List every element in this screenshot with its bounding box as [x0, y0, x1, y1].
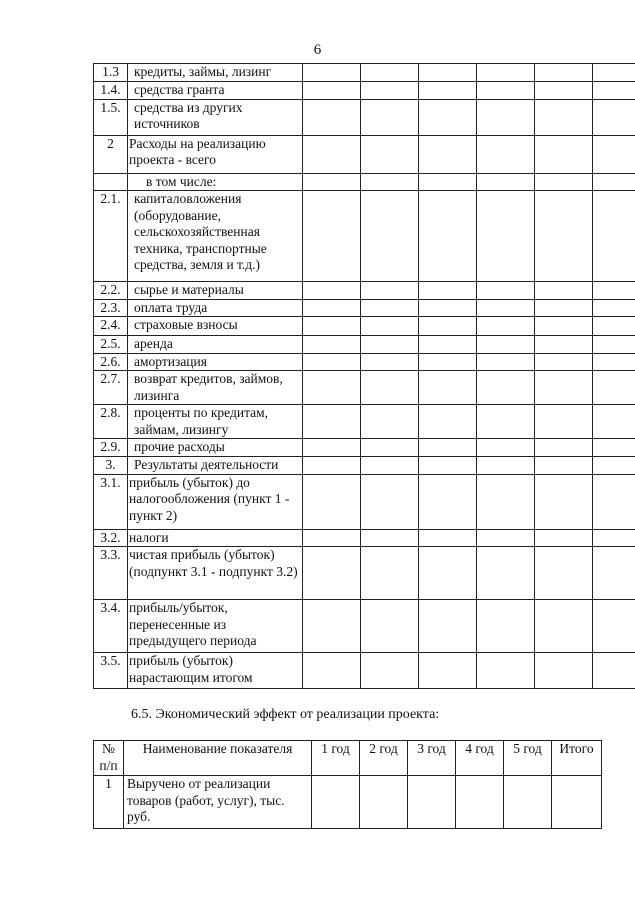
- row-number: 1: [94, 776, 124, 829]
- table-row: [94, 299, 635, 317]
- value-cell: [535, 336, 593, 354]
- value-cell: [303, 336, 361, 354]
- value-cell: [593, 99, 635, 135]
- value-cell: [361, 439, 419, 457]
- value-cell: [535, 353, 593, 371]
- table-row: [94, 474, 635, 529]
- table-row: [94, 653, 635, 689]
- value-cell: [303, 371, 361, 405]
- value-cell: [419, 99, 477, 135]
- row-number: 1.4.: [94, 82, 128, 100]
- value-cell: [593, 456, 635, 474]
- value-cell: [361, 600, 419, 653]
- finance-table: [93, 63, 635, 689]
- value-cell: [361, 282, 419, 300]
- table-row: [94, 99, 635, 135]
- value-cell: [593, 653, 635, 689]
- value-cell: [593, 547, 635, 600]
- value-cell: [361, 353, 419, 371]
- value-cell: [361, 547, 419, 600]
- value-cell: [303, 456, 361, 474]
- value-cell: [361, 82, 419, 100]
- value-cell: [477, 547, 535, 600]
- value-cell: [535, 173, 593, 191]
- value-cell: [477, 191, 535, 282]
- row-number: 1.3: [94, 64, 128, 82]
- row-number: 2.2.: [94, 282, 128, 300]
- row-label: оплата труда: [128, 299, 303, 317]
- value-cell: [477, 474, 535, 529]
- row-label: прочие расходы: [128, 439, 303, 457]
- row-label: капиталовложения (оборудование, сельскохозяйственная техника, транспортные средства, земля и т.д.): [128, 191, 303, 282]
- value-cell: [535, 600, 593, 653]
- value-cell: [477, 456, 535, 474]
- value-cell: [361, 336, 419, 354]
- value-cell: [419, 456, 477, 474]
- table-row: [94, 282, 635, 300]
- row-label: прибыль (убыток) нарастающим итогом: [128, 653, 303, 689]
- value-cell: [593, 82, 635, 100]
- row-number: 2.7.: [94, 371, 128, 405]
- page-number: 6: [313, 42, 322, 58]
- table-row: [94, 600, 635, 653]
- row-number: 3.5.: [94, 653, 128, 689]
- value-cell: [593, 191, 635, 282]
- value-cell: [593, 173, 635, 191]
- value-cell: [303, 299, 361, 317]
- value-cell: [419, 173, 477, 191]
- row-label: сырье и материалы: [128, 282, 303, 300]
- value-cell: [361, 474, 419, 529]
- value-cell: [361, 99, 419, 135]
- row-label: прибыль/убыток, перенесенные из предыдущего периода: [128, 600, 303, 653]
- table-row: [94, 64, 635, 82]
- value-cell: [593, 371, 635, 405]
- value-cell: [303, 173, 361, 191]
- row-number: 3.3.: [94, 547, 128, 600]
- value-cell: [535, 282, 593, 300]
- value-cell: [303, 191, 361, 282]
- row-label: амортизация: [128, 353, 303, 371]
- table-row: [94, 456, 635, 474]
- value-cell: [477, 317, 535, 336]
- value-cell: [535, 99, 593, 135]
- row-number: 2: [94, 135, 128, 173]
- row-label: Расходы на реализацию проекта - всего: [128, 135, 303, 173]
- value-cell: [477, 299, 535, 317]
- table-row: [94, 371, 635, 405]
- table-row: [94, 82, 635, 100]
- value-cell: [593, 405, 635, 439]
- value-cell: [535, 64, 593, 82]
- table-row: [94, 135, 635, 173]
- row-label: прибыль (убыток) до налогообложения (пункт 1 - пункт 2): [128, 474, 303, 529]
- value-cell: [477, 353, 535, 371]
- value-cell: [477, 64, 535, 82]
- row-label: в том числе:: [128, 173, 303, 191]
- value-cell: [535, 371, 593, 405]
- value-cell: [419, 135, 477, 173]
- value-cell: [593, 299, 635, 317]
- value-cell: [477, 600, 535, 653]
- value-cell: [303, 82, 361, 100]
- value-cell: [593, 353, 635, 371]
- row-number: 2.4.: [94, 317, 128, 336]
- table-row: [94, 336, 635, 354]
- value-cell: [419, 191, 477, 282]
- row-label: Выручено от реализации товаров (работ, услуг), тыс. руб.: [124, 776, 312, 829]
- row-number: [94, 173, 128, 191]
- value-cell: [419, 653, 477, 689]
- value-cell: [477, 336, 535, 354]
- row-label: проценты по кредитам, займам, лизингу: [128, 405, 303, 439]
- table-row: [94, 547, 635, 600]
- value-cell: [552, 776, 602, 829]
- table-row: [94, 405, 635, 439]
- row-label: страховые взносы: [128, 317, 303, 336]
- row-number: 3.: [94, 456, 128, 474]
- economic-effect-table: [93, 740, 602, 829]
- value-cell: [419, 353, 477, 371]
- column-header: 4 год: [456, 741, 504, 776]
- row-number: 3.4.: [94, 600, 128, 653]
- value-cell: [535, 405, 593, 439]
- value-cell: [312, 776, 360, 829]
- value-cell: [361, 405, 419, 439]
- value-cell: [303, 405, 361, 439]
- row-number: 2.3.: [94, 299, 128, 317]
- value-cell: [535, 135, 593, 173]
- value-cell: [477, 173, 535, 191]
- value-cell: [419, 82, 477, 100]
- value-cell: [361, 529, 419, 547]
- row-label: возврат кредитов, займов, лизинга: [128, 371, 303, 405]
- value-cell: [593, 529, 635, 547]
- table-row: [94, 439, 635, 457]
- value-cell: [535, 529, 593, 547]
- value-cell: [477, 135, 535, 173]
- value-cell: [535, 653, 593, 689]
- value-cell: [593, 282, 635, 300]
- value-cell: [303, 529, 361, 547]
- value-cell: [303, 439, 361, 457]
- table-row: [94, 173, 635, 191]
- row-label: средства гранта: [128, 82, 303, 100]
- value-cell: [361, 191, 419, 282]
- value-cell: [593, 439, 635, 457]
- column-header: № п/п: [94, 741, 124, 776]
- value-cell: [593, 474, 635, 529]
- value-cell: [361, 173, 419, 191]
- value-cell: [593, 317, 635, 336]
- row-number: 2.8.: [94, 405, 128, 439]
- column-header: Наименование показателя: [124, 741, 312, 776]
- value-cell: [303, 135, 361, 173]
- value-cell: [303, 64, 361, 82]
- value-cell: [535, 299, 593, 317]
- section-heading: 6.5. Экономический эффект от реализации проекта:: [131, 707, 440, 722]
- value-cell: [477, 99, 535, 135]
- table-row: [94, 529, 635, 547]
- value-cell: [477, 371, 535, 405]
- row-number: 2.1.: [94, 191, 128, 282]
- table-row: [94, 317, 635, 336]
- value-cell: [419, 282, 477, 300]
- row-label: средства из других источников: [128, 99, 303, 135]
- value-cell: [535, 547, 593, 600]
- value-cell: [477, 82, 535, 100]
- value-cell: [419, 547, 477, 600]
- table-row: [94, 776, 602, 829]
- row-number: 2.5.: [94, 336, 128, 354]
- value-cell: [477, 653, 535, 689]
- value-cell: [419, 336, 477, 354]
- value-cell: [477, 405, 535, 439]
- value-cell: [477, 282, 535, 300]
- value-cell: [593, 135, 635, 173]
- row-label: чистая прибыль (убыток) (подпункт 3.1 - подпункт 3.2): [128, 547, 303, 600]
- value-cell: [303, 600, 361, 653]
- row-label: аренда: [128, 336, 303, 354]
- value-cell: [535, 439, 593, 457]
- table-row: [94, 191, 635, 282]
- column-header: 1 год: [312, 741, 360, 776]
- value-cell: [303, 282, 361, 300]
- value-cell: [361, 653, 419, 689]
- value-cell: [361, 299, 419, 317]
- table-row: [94, 353, 635, 371]
- value-cell: [360, 776, 408, 829]
- column-header: 3 год: [408, 741, 456, 776]
- value-cell: [477, 529, 535, 547]
- value-cell: [303, 317, 361, 336]
- value-cell: [419, 600, 477, 653]
- value-cell: [535, 456, 593, 474]
- value-cell: [303, 99, 361, 135]
- value-cell: [419, 529, 477, 547]
- value-cell: [419, 299, 477, 317]
- value-cell: [361, 371, 419, 405]
- value-cell: [477, 439, 535, 457]
- row-number: 1.5.: [94, 99, 128, 135]
- value-cell: [419, 371, 477, 405]
- value-cell: [419, 439, 477, 457]
- value-cell: [535, 191, 593, 282]
- value-cell: [419, 405, 477, 439]
- value-cell: [361, 317, 419, 336]
- row-number: 2.6.: [94, 353, 128, 371]
- column-header: Итого: [552, 741, 602, 776]
- column-header: 2 год: [360, 741, 408, 776]
- row-number: 3.1.: [94, 474, 128, 529]
- row-number: 2.9.: [94, 439, 128, 457]
- value-cell: [361, 135, 419, 173]
- value-cell: [419, 317, 477, 336]
- row-number: 3.2.: [94, 529, 128, 547]
- value-cell: [535, 474, 593, 529]
- value-cell: [535, 317, 593, 336]
- value-cell: [303, 547, 361, 600]
- value-cell: [419, 474, 477, 529]
- value-cell: [303, 653, 361, 689]
- row-label: налоги: [128, 529, 303, 547]
- value-cell: [456, 776, 504, 829]
- value-cell: [593, 600, 635, 653]
- value-cell: [408, 776, 456, 829]
- value-cell: [303, 353, 361, 371]
- row-label: Результаты деятельности: [128, 456, 303, 474]
- column-header: 5 год: [504, 741, 552, 776]
- value-cell: [504, 776, 552, 829]
- value-cell: [593, 336, 635, 354]
- value-cell: [593, 64, 635, 82]
- value-cell: [361, 64, 419, 82]
- value-cell: [535, 82, 593, 100]
- value-cell: [303, 474, 361, 529]
- value-cell: [361, 456, 419, 474]
- value-cell: [419, 64, 477, 82]
- row-label: кредиты, займы, лизинг: [128, 64, 303, 82]
